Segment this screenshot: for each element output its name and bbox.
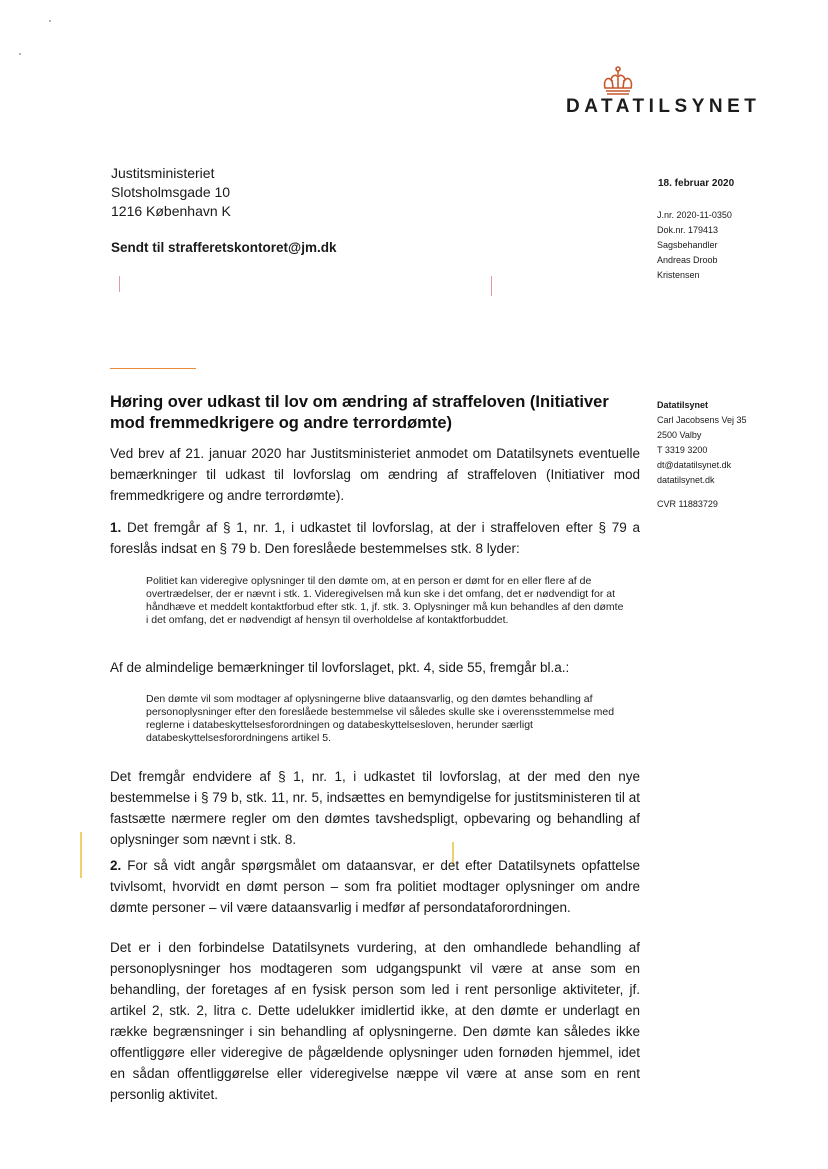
sender-name: Datatilsynet <box>657 400 709 410</box>
crown-icon <box>600 66 636 96</box>
recipient-address <box>111 164 231 221</box>
quote-block <box>146 575 624 627</box>
scan-speck <box>19 53 21 55</box>
sender-cvr: CVR 11883729 <box>657 499 718 509</box>
case-meta-line: Dok.nr. 179413 <box>657 225 719 235</box>
section-1-more <box>110 766 640 850</box>
section-1-paragraph <box>110 517 640 559</box>
recipient-line: Slotsholmsgade 10 <box>111 184 231 200</box>
sender-line: T 3319 3200 <box>657 445 708 455</box>
highlight-mark <box>80 832 82 878</box>
document-title: Høring over udkast til lov om ændring af straffeloven (Initiativer mod fremmedkrigere og andre terrordømte) <box>110 393 609 432</box>
case-meta <box>657 208 732 283</box>
sender-block <box>657 398 747 512</box>
scan-mark <box>491 276 492 296</box>
section-number: 2. <box>110 858 122 873</box>
intro-paragraph <box>110 443 640 506</box>
section-2-more <box>110 937 640 1105</box>
scan-mark <box>119 276 120 292</box>
sender-line: 2500 Valby <box>657 430 702 440</box>
recipient-line: Justitsministeriet <box>111 165 215 181</box>
sender-line: datatilsynet.dk <box>657 475 715 485</box>
section-1-text: Det fremgår af § 1, nr. 1, i udkastet til lovforslag, at der i straffeloven efter § 79 a foreslås indsat en § 79 b. Den foreslåede bestemmelses stk. 8 lyder: <box>110 520 640 556</box>
scan-rule <box>110 368 196 369</box>
intro-text: Ved brev af 21. januar 2020 har Justitsministeriet anmodet om Datatilsynets eventuelle bemærkninger til udkast til lovforslag om ændring af straffeloven (Initiativer mod fremmedkrigere og andre terrordømte). <box>110 446 640 503</box>
quote-text: Den dømte vil som modtager af oplysningerne blive dataansvarlig, og den dømtes behandling af personoplysninger efter den foreslåede bestemmelse vil således skulle ske i overensstemmelse med reglerne i databeskyttelsesforordningen og databeskyttelsesloven, herunder særligt databeskyttelsesforordningens artikel 5. <box>146 693 615 744</box>
sent-to-line: Sendt til strafferetskontoret@jm.dk <box>111 240 337 255</box>
section-1-more-text: Det fremgår endvidere af § 1, nr. 1, i udkastet til lovforslag, at der med den nye bestemmelse i § 79 b, stk. 11, nr. 5, indsættes en bemyndigelse for justitsministeren til at fastsætte nærmere regler om den dømtes tavshedspligt, opbevaring og behandling af oplysninger som nævnt i stk. 8. <box>110 769 640 847</box>
section-2-paragraph <box>110 855 640 918</box>
case-meta-line: Andreas Droob <box>657 255 718 265</box>
sender-line: Carl Jacobsens Vej 35 <box>657 415 747 425</box>
case-meta-line: Kristensen <box>657 270 700 280</box>
section-1-follow <box>110 657 640 678</box>
quote-text: Politiet kan videregive oplysninger til den dømte om, at en person er dømt for en eller flere af de overtrædelser, der er nævnt i stk. 1. Videregivelsen må kun ske i det omfang, det er nødvendigt for at håndhæve et meddelt kontaktforbud efter stk. 1, jf. stk. 3. Oplysninger må kun behandles af den dømte i det omfang, det er nødvendigt af hensyn til overholdelse af kontaktforbuddet. <box>146 575 624 626</box>
scan-speck <box>49 20 51 22</box>
recipient-line: 1216 København K <box>111 203 231 219</box>
quote-block <box>146 693 624 745</box>
sender-line: dt@datatilsynet.dk <box>657 460 732 470</box>
section-1-follow-text: Af de almindelige bemærkninger til lovforslaget, pkt. 4, side 55, fremgår bl.a.: <box>110 660 570 675</box>
brand-name: DATATILSYNET <box>566 96 761 117</box>
case-meta-line: Sagsbehandler <box>657 240 718 250</box>
case-meta-line: J.nr. 2020-11-0350 <box>657 210 732 220</box>
letter-date: 18. februar 2020 <box>658 178 735 189</box>
section-2-more-text: Det er i den forbindelse Datatilsynets vurdering, at den omhandlede behandling af personoplysninger hos modtageren som udgangspunkt vil være at anse som en behandling, der foretages af en fysisk person som led i rent personlige aktiviteter, jf. artikel 2, stk. 2, litra c. Dette udelukker imidlertid ikke, at den dømte er underlagt en række begrænsninger i sin behandling af oplysningerne. Den dømte kan således ikke offentliggøre eller videregive de pågældende oplysninger uden fornøden hjemmel, idet en sådan offentliggørelse eller videregivelse næppe vil være at anse som en rent personlig aktivitet. <box>110 940 640 1102</box>
section-2-text: For så vidt angår spørgsmålet om dataansvar, er det efter Datatilsynets opfattelse tvivlsomt, hvorvidt en dømt person – som fra politiet modtager oplysninger om andre dømte personer – vil være dataansvarlig i medfør af persondataforordningen. <box>110 858 640 915</box>
section-number: 1. <box>110 520 122 535</box>
